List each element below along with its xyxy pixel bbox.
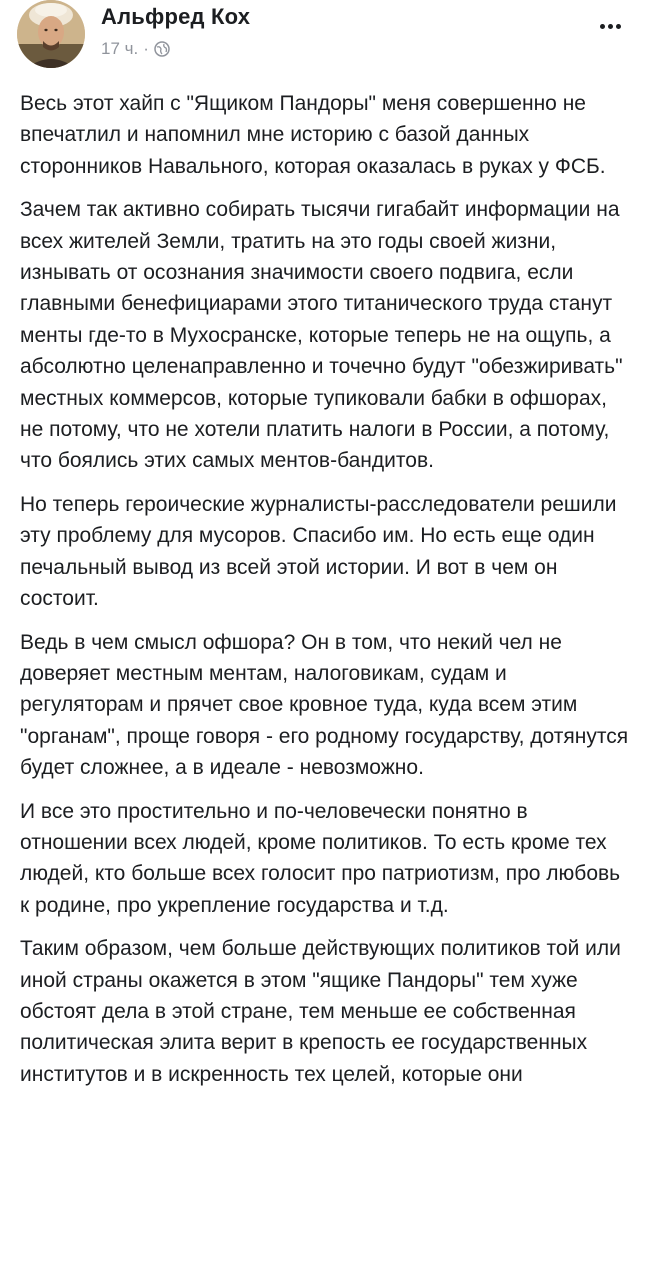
globe-icon: [154, 41, 170, 57]
more-options-button[interactable]: [592, 16, 628, 36]
post-paragraph: И все это простительно и по-человечески понятно в отношении всех людей, кроме политиков. То есть кроме тех людей, кто больше всех голосит про патриотизм, про любовь к родине, про укрепление государства и т.д.: [20, 799, 621, 917]
post-paragraph: Зачем так активно собирать тысячи гигабайт информации на всех жителей Земли, тратить на это годы своей жизни, изнывать от осознания значимости своего подвига, если главными бенефициарами этого титанического труда станут менты где-то в Мухосранске, которые теперь не на ощупь, а абсолютно целенаправленно и точечно будут "обезжиривать" местных коммерсов, которые тупиковали бабки в офшорах, не потому, что не хотели платить налоги в России, а потому, что боялись этих самых ментов-бандитов.: [20, 198, 623, 473]
post-paragraph: Ведь в чем смысл офшора? Он в том, что некий чел не доверяет местным ментам, налоговикам, судам и регуляторам и прячет свое кровное туда, куда всем этим "органам", проще говоря - его родному государству, дотянутся будет сложнее, а в идеале - невозможно.: [20, 630, 629, 780]
meta-separator: ·: [143, 39, 149, 58]
post-timestamp[interactable]: 17 ч.: [101, 39, 139, 58]
post-paragraph: Весь этот хайп с "Ящиком Пандоры" меня совершенно не впечатлил и напомнил мне историю с базой данных сторонников Навального, которая оказалась в руках у ФСБ.: [20, 92, 606, 178]
post-body: [20, 88, 632, 1102]
post-paragraph: Таким образом, чем больше действующих политиков той или иной страны окажется в этом "ящике Пандоры" тем хуже обстоят дела в этой стране, тем меньше ее собственная политическая элита верит в крепость ее государственных институтов и в искренность тех целей, которые они: [20, 937, 621, 1086]
avatar-portrait-icon: [17, 0, 85, 68]
avatar[interactable]: [17, 0, 85, 68]
author-name[interactable]: Альфред Кох: [101, 4, 251, 29]
post-header: [0, 0, 648, 80]
post-meta: [101, 39, 170, 59]
post-paragraph: Но теперь героические журналисты-расследователи решили эту проблему для мусоров. Спасибо им. Но есть еще один печальный вывод из всей этой истории. И вот в чем он состоит.: [20, 492, 617, 611]
more-options-icon: [600, 24, 605, 29]
